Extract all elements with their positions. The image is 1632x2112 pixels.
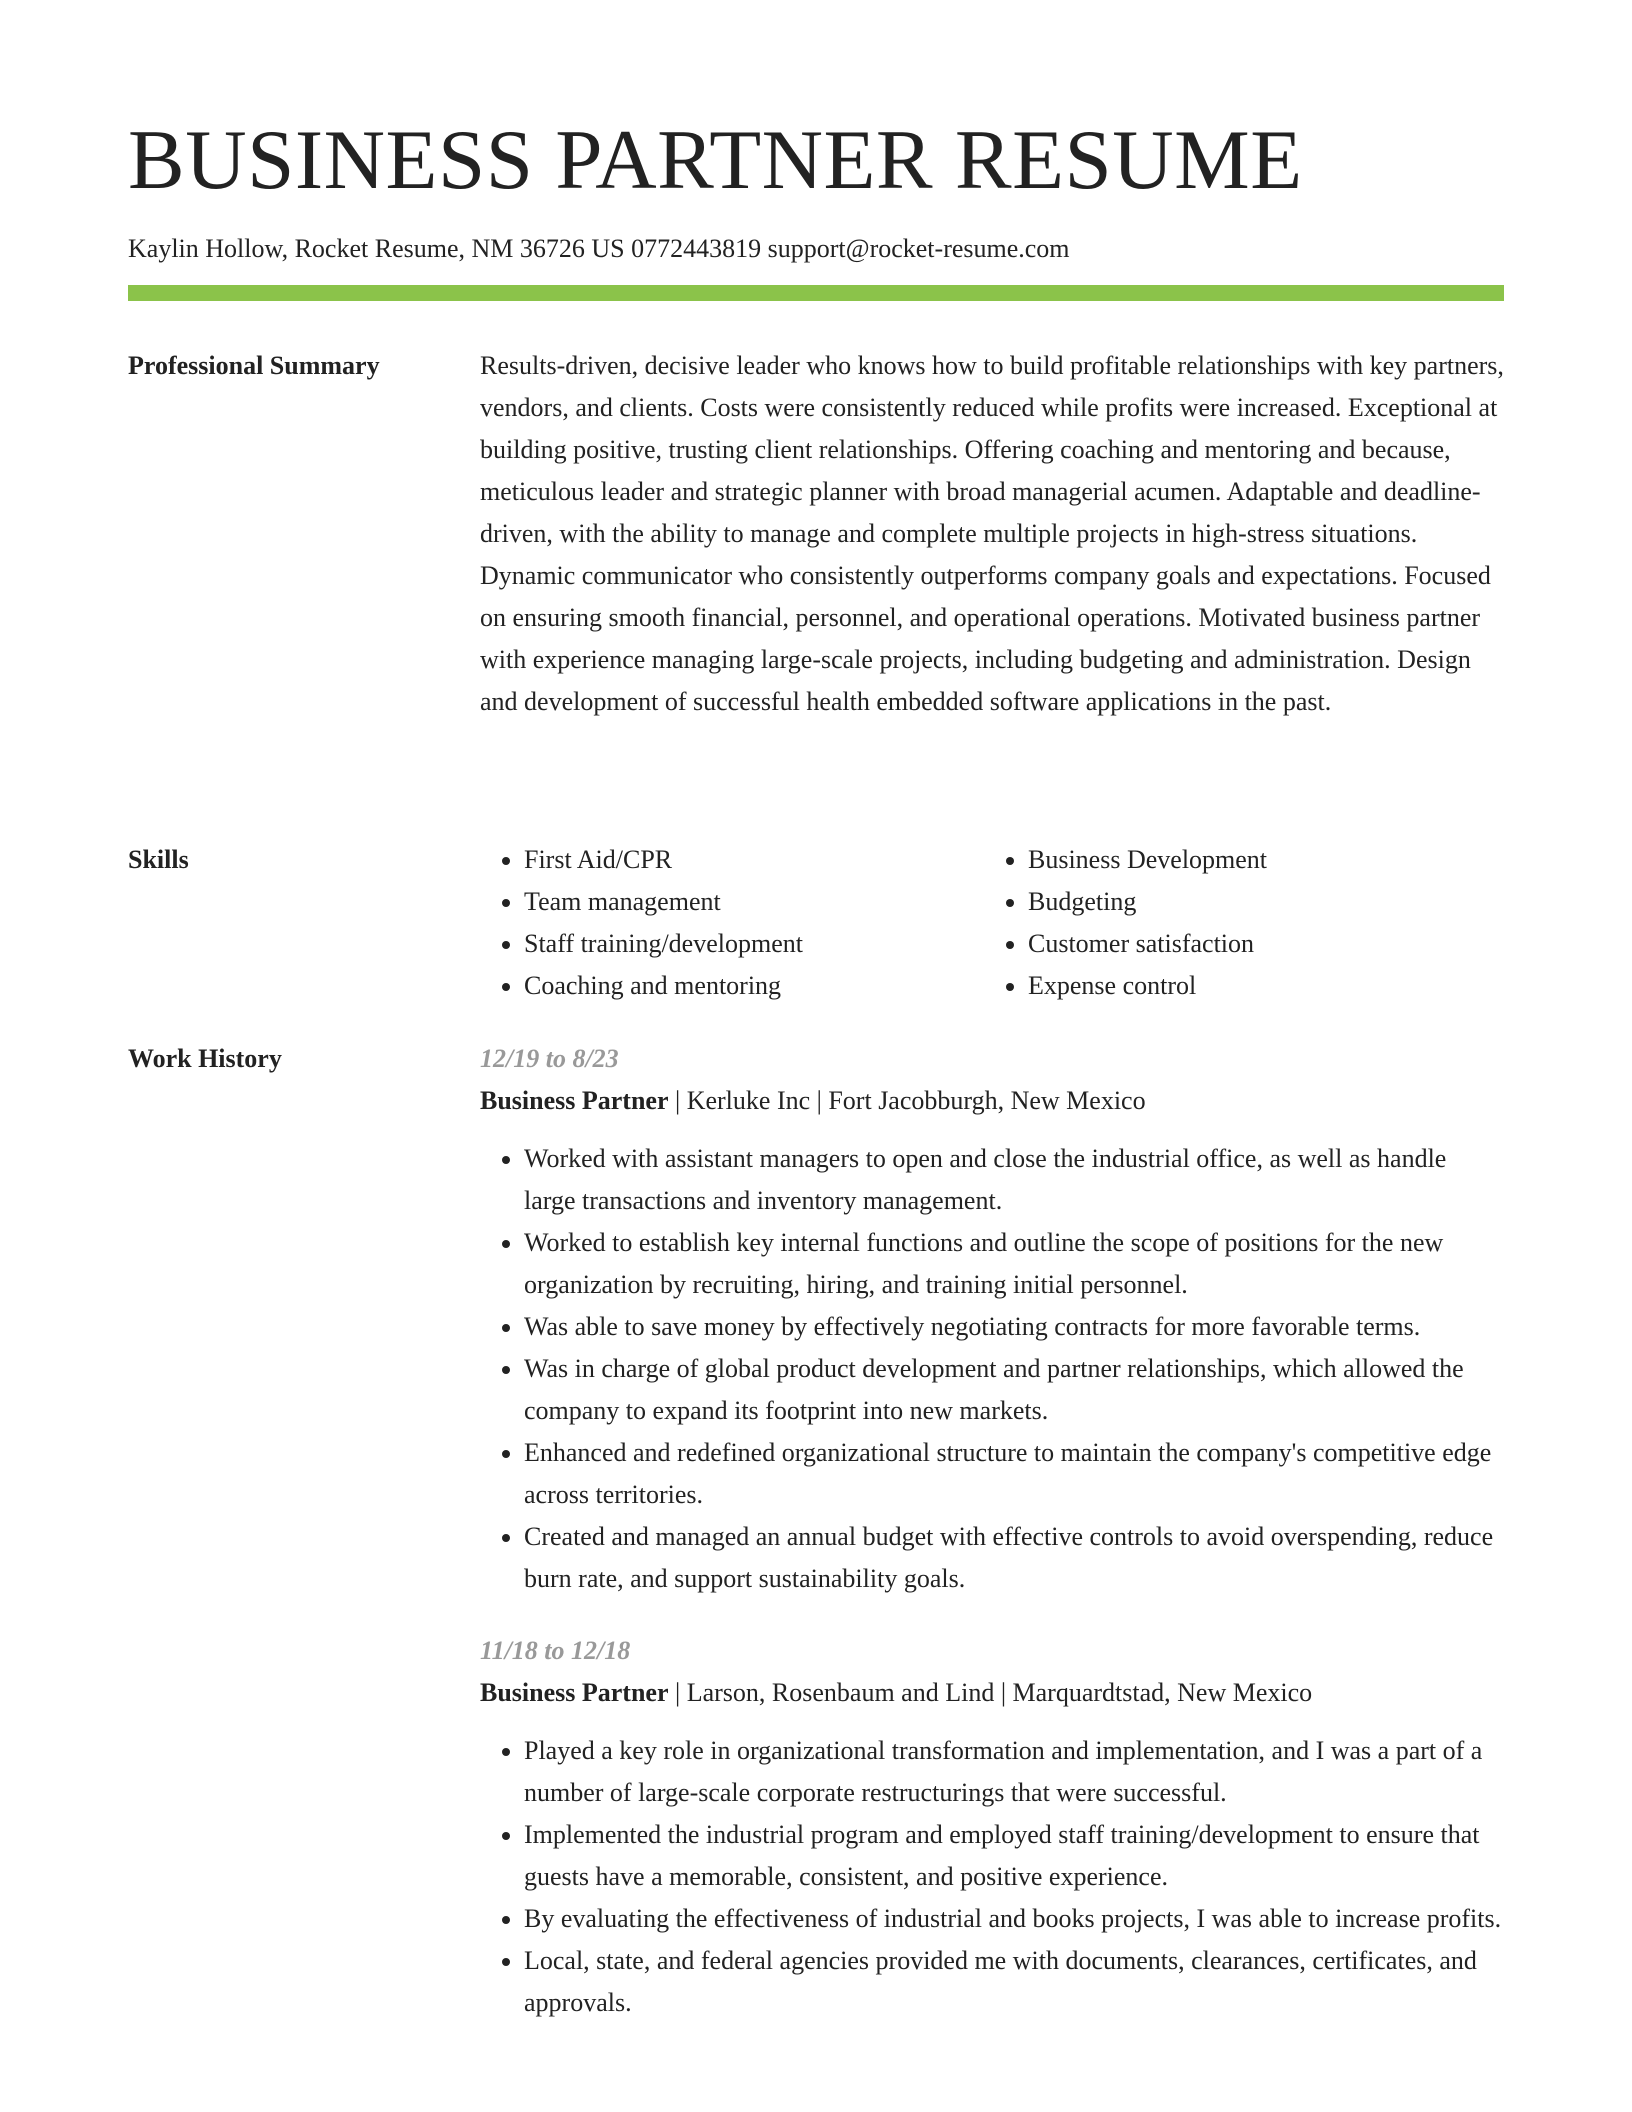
job-heading — [480, 1672, 1504, 1714]
work-history-body — [480, 1038, 1504, 2024]
header-divider — [128, 285, 1504, 301]
job-bullet: • Played a key role in organizational transformation and implementation, and I was a part of a number of large-scale corporate restructurings that were successful. — [524, 1730, 1504, 1814]
skill-item: • Expense control — [1028, 965, 1504, 1007]
job-bullet: • Was in charge of global product development and partner relationships, which allowed the company to expand its footprint into new markets. — [524, 1348, 1504, 1432]
job-bullet: • Created and managed an annual budget with effective controls to avoid overspending, reduce burn rate, and support sustainability goals. — [524, 1516, 1504, 1600]
summary-text: Results-driven, decisive leader who knows how to build profitable relationships with key partners, vendors, and clients. Costs were consistently reduced while profits were increased. Exceptional at building positive, trusting client relationships. Offering coaching and mentoring and because, meticulous leader and strategic planner with broad managerial acumen. Adaptable and deadline-driven, with the ability to manage and complete multiple projects in high-stress situations. Dynamic communicator who consistently outperforms company goals and expectations. Focused on ensuring smooth financial, personnel, and operational operations. Motivated business partner with experience managing large-scale projects, including budgeting and administration. Design and development of successful health embedded software applications in the past. — [480, 351, 1504, 716]
job-heading — [480, 1080, 1504, 1122]
job-bullet: • Was able to save money by effectively negotiating contracts for more favorable terms. — [524, 1306, 1504, 1348]
job-bullet: • Enhanced and redefined organizational structure to maintain the company's competitive edge across territories. — [524, 1432, 1504, 1516]
skill-item: • First Aid/CPR — [524, 839, 984, 881]
contact-address: Rocket Resume, NM 36726 US — [294, 234, 625, 263]
job-entry — [480, 1038, 1504, 1600]
work-history-heading: Work History — [128, 1044, 282, 1073]
skill-item: • Coaching and mentoring — [524, 965, 984, 1007]
skill-item: • Customer satisfaction — [1028, 923, 1504, 965]
job-title: Business Partner — [480, 1678, 669, 1707]
job-title: Business Partner — [480, 1086, 669, 1115]
job-company-location: | Larson, Rosenbaum and Lind | Marquardtstad, New Mexico — [668, 1678, 1313, 1707]
skills-heading: Skills — [128, 845, 189, 874]
skill-item: • Business Development — [1028, 839, 1504, 881]
contact-line — [128, 233, 1070, 265]
job-bullets — [480, 1138, 1504, 1600]
contact-email: support@rocket-resume.com — [767, 234, 1070, 263]
skill-item: • Staff training/development — [524, 923, 984, 965]
skills-list-right — [984, 839, 1504, 1007]
job-bullet: • Local, state, and federal agencies provided me with documents, clearances, certificates, and approvals. — [524, 1940, 1504, 2024]
skills-body — [480, 839, 1504, 1007]
summary-heading: Professional Summary — [128, 351, 380, 380]
job-bullet: • Worked to establish key internal functions and outline the scope of positions for the new organization by recruiting, hiring, and training initial personnel. — [524, 1222, 1504, 1306]
job-bullet: • By evaluating the effectiveness of industrial and books projects, I was able to increase profits. — [524, 1898, 1504, 1940]
job-company-location: | Kerluke Inc | Fort Jacobburgh, New Mexico — [668, 1086, 1146, 1115]
skills-list-left — [480, 839, 984, 1007]
job-entry — [480, 1630, 1504, 2024]
job-dates: 12/19 to 8/23 — [480, 1044, 619, 1073]
contact-phone: 0772443819 — [631, 234, 762, 263]
job-dates: 11/18 to 12/18 — [480, 1636, 631, 1665]
summary-body — [480, 345, 1504, 723]
skill-item: • Budgeting — [1028, 881, 1504, 923]
job-bullet: • Implemented the industrial program and employed staff training/development to ensure that guests have a memorable, consistent, and positive experience. — [524, 1814, 1504, 1898]
job-bullet: • Worked with assistant managers to open and close the industrial office, as well as handle large transactions and inventory management. — [524, 1138, 1504, 1222]
resume-title: BUSINESS PARTNER RESUME — [128, 113, 1303, 207]
job-bullets — [480, 1730, 1504, 2024]
skill-item: • Team management — [524, 881, 984, 923]
contact-name: Kaylin Hollow, — [128, 234, 289, 263]
